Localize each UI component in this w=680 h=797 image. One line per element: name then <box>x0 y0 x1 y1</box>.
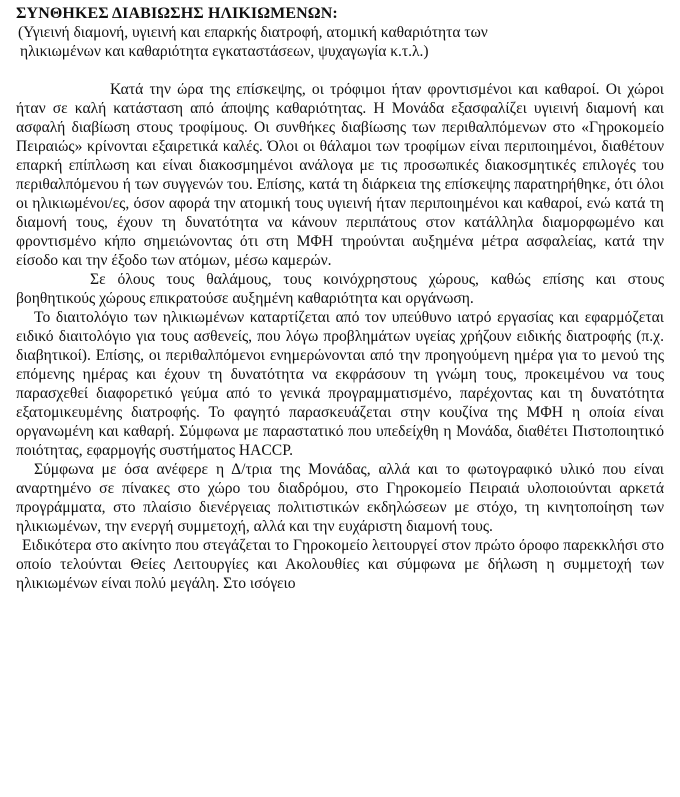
document-body <box>16 80 664 593</box>
paragraph-visit-conditions: Κατά την ώρα της επίσκεψης, οι τρόφιμοι ήταν φροντισμένοι και καθαροί. Οι χώροι ήταν σε καλή κατάσταση από άποψης καθαριότητας. Η Μονάδα εξασφαλίζει υγιεινή διαμονή και ασφαλή διαβίωση στους τροφίμους. Οι συνθήκες διαβίωσης των περιθαλπόμενων στο «Γηροκομείο Πειραιώς» κρίνονται εξαιρετικά καλές. Όλοι οι θάλαμοι των τροφίμων είναι περιποιημένοι, διαθέτουν επαρκή επίπλωση και είναι διακοσμημένοι ανάλογα με τις προσωπικές διακοσμητικές επιλογές του περιθαλπόμενου ή των συγγενών του. Επίσης, κατά τη διάρκεια της επίσκεψης παρατηρήθηκε, ότι όλοι οι ηλικιωμένοι/ες, όσον αφορά την ατομική τους υγιεινή ήταν περιποιημένοι και καθαροί, ενώ κατά τη διαμονή τους, έχουν τη δυνατότητα να κάνουν περιπάτους στον κατάλληλα διαμορφωμένο και φροντισμένο κήπο σημειώνοντας ότι στη ΜΦΗ τηρούνται αυξημένα μέτρα ασφαλείας, κατά την είσοδο και την έξοδο των ατόμων, μέσω καμερών. <box>16 81 664 269</box>
subtitle-line-1: (Υγιεινή διαμονή, υγιεινή και επαρκής διατροφή, ατομική καθαριότητα των <box>18 24 488 41</box>
subtitle-line-2: ηλικιωμένων και καθαριότητα εγκαταστάσεων, ψυχαγωγία κ.τ.λ.) <box>20 43 429 60</box>
paragraph-activities: Σύμφωνα με όσα ανέφερε η Δ/τρια της Μονάδας, αλλά και το φωτογραφικό υλικό που είναι αναρτημένο σε πίνακες στο χώρο του διαδρόμου, στο Γηροκομείο Πειραιά υλοποιούνται αρκετά προγράμματα, στο πλαίσιο διενέργειας πολιτιστικών εκδηλώσεων με στόχο, τη κινητοποίηση των ηλικιωμένων, την ενεργή συμμετοχή, αλλά και την ευχάριστη διαμονή τους. <box>16 461 664 535</box>
section-subtitle <box>18 23 664 61</box>
paragraph-cleanliness: Σε όλους τους θαλάμους, τους κοινόχρηστους χώρους, καθώς επίσης και στους βοηθητικούς χώρους επικρατούσε αυξημένη καθαριότητα και οργάνωση. <box>16 271 664 307</box>
paragraph-diet: Το διαιτολόγιο των ηλικιωμένων καταρτίζεται από τον υπεύθυνο ιατρό εργασίας και εφαρμόζεται ειδικό διαιτολόγιο για τους ασθενείς, που λόγω προβλημάτων υγείας χρήζουν ειδικής διατροφής (π.χ. διαβητικοί). Επίσης, οι περιθαλπόμενοι ενημερώνονται από την προηγούμενη ημέρα για το μενού της επόμενης ημέρας και έχουν τη δυνατότητα να εκφράσουν τη γνώμη τους, προκειμένου να τους παρασχεθεί διαφορετικό γεύμα από το γενικά προγραμματισμένο, παρέχοντας και τη δυνατότητα εξατομικευμένης διατροφής. Το φαγητό παρασκευάζεται στην κουζίνα της ΜΦΗ η οποία είναι οργανωμένη και καθαρή. Σύμφωνα με παραστατικό που υπεδείχθη η Μονάδα, διαθέτει Πιστοποιητικό ποιότητας, εφαρμογής συστήματος HACCP. <box>16 309 664 459</box>
section-heading: ΣΥΝΘΗΚΕΣ ΔΙΑΒΙΩΣΗΣ ΗΛΙΚΙΩΜΕΝΩΝ: <box>16 5 338 22</box>
paragraph-chapel: Ειδικότερα στο ακίνητο που στεγάζεται το Γηροκομείο λειτουργεί στον πρώτο όροφο παρεκκλήσι στο οποίο τελούνται Θείες Λειτουργίες και Ακολουθίες και σύμφωνα με δήλωση η συμμετοχή των ηλικιωμένων είναι πολύ μεγάλη. Στο ισόγειο <box>16 537 664 592</box>
